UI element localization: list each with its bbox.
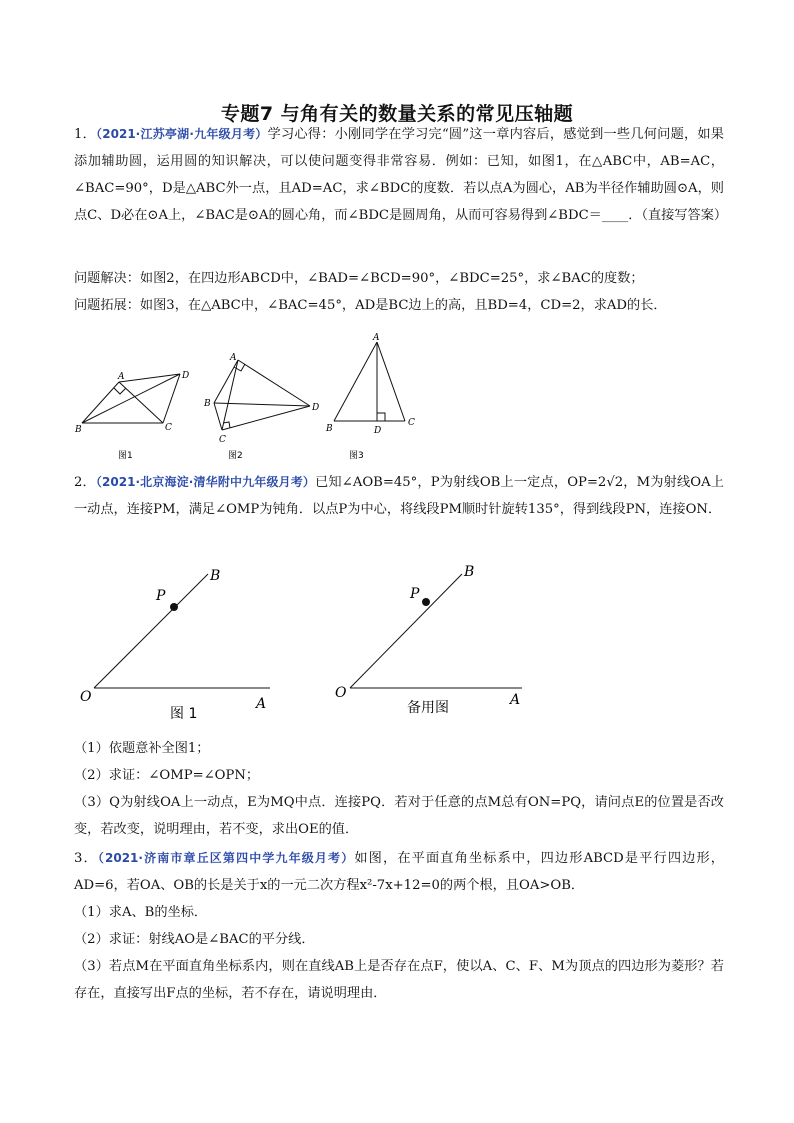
q2-fig2-ray-ob	[350, 574, 462, 688]
q2-fig1-label-b: B	[210, 568, 221, 584]
q3-number: 3．	[74, 851, 98, 866]
q2-figure-backup	[350, 574, 522, 688]
q2-fig2-point-p	[422, 598, 430, 606]
q2-fig1-caption: 图 1	[170, 706, 198, 722]
fig2-segment-cd	[222, 406, 310, 430]
q1-source: （2021·江苏亭湖·九年级月考）	[96, 127, 268, 141]
fig1-label-b: B	[75, 425, 82, 435]
fig2-label-b: B	[204, 399, 211, 409]
fig1-segment-ba	[82, 382, 119, 423]
fig2-segment-bc	[214, 403, 222, 430]
q1-figures	[70, 330, 430, 465]
q2-fig2-caption: 备用图	[407, 700, 449, 716]
q2-paragraph	[74, 469, 724, 523]
fig3-segment-ac	[377, 342, 405, 421]
q2-fig1-ray-ob	[94, 574, 208, 688]
fig2-right-angle-c	[223, 422, 230, 428]
q2-sub3: （3）Q为射线OA上一动点，E为MQ中点．连接PQ．若对于任意的点M总有ON=PQ，请问点E的位置是否改变，若改变，说明理由，若不变，求出OE的值．	[74, 795, 724, 837]
q2-source: （2021·北京海淀·清华附中九年级月考）	[95, 475, 316, 489]
q2-number: 2．	[74, 475, 96, 490]
q3-sub2: （2）求证：射线AO是∠BAC的平分线．	[74, 932, 315, 947]
q3-text: 如图，在平面直角坐标系中，四边形ABCD是平行四边形，AD=6，若OA、OB的长是关于x的一元二次方程x²-7x+12=0的两个根，且OA>OB．	[74, 851, 724, 893]
fig1-label-a: A	[118, 372, 125, 382]
fig2-segment-ab	[214, 360, 238, 403]
fig2-label-a: A	[230, 353, 237, 363]
fig3-caption: 图3	[349, 451, 364, 461]
fig1-label-d: D	[182, 371, 190, 381]
q2-figures	[70, 560, 540, 725]
fig3-segment-ab	[334, 342, 377, 421]
q1-extend: 问题拓展：如图3，在△ABC中，∠BAC=45°，AD是BC边上的高，且BD=4，CD=2，求AD的长．	[74, 298, 667, 313]
q3-sub1: （1）求A、B的坐标．	[74, 905, 208, 920]
q2-fig2-label-o: O	[335, 685, 347, 701]
fig2-segment-bd	[214, 403, 310, 406]
q2-text: 已知∠AOB=45°，P为射线OB上一定点，OP=2√2，M为射线OA上一动点，连接PM，满足∠OMP为钝角．以点P为中心，将线段PM顺时针旋转135°，得到线段PN，连接ON．	[74, 475, 724, 517]
q1-figure-3	[334, 342, 405, 421]
fig3-label-a: A	[373, 333, 380, 343]
q1-paragraph	[74, 121, 728, 229]
q2-fig1-label-o: O	[80, 689, 92, 705]
fig1-right-angle-mark	[114, 388, 126, 394]
q1-figure-2	[214, 360, 310, 430]
fig2-segment-ac	[222, 360, 238, 430]
q2-fig2-label-b: B	[464, 564, 475, 580]
q1-intro: 学习心得：小刚同学在学习完“圆”这一章内容后，感觉到一些几何问题，如果添加辅助圆，运用圆的知识解决，可以使问题变得非常容易．例如：已知，如图1，在△ABC中，AB=AC，∠BAC=90°，D是△ABC外一点，且AD=AC，求∠BDC的度数．若以点A为圆心，AB为半径作辅助圆⊙A，则点C、D必在⊙A上，∠BAC是⊙A的圆心角，而∠BDC是圆周角，从而可容易得到∠BDC＝____．（直接写答案）	[74, 127, 728, 223]
page-title: 专题7 与角有关的数量关系的常见压轴题	[220, 103, 574, 125]
q2-figure-1	[94, 574, 270, 688]
q1-problem: 问题解决：如图2，在四边形ABCD中，∠BAD=∠BCD=90°，∠BDC=25°，求∠BAC的度数；	[74, 271, 644, 286]
fig2-segment-ad	[238, 360, 310, 406]
q1-figure-1	[82, 374, 180, 423]
q2-sub2: （2）求证：∠OMP=∠OPN；	[74, 768, 260, 783]
fig3-label-d: D	[374, 426, 382, 436]
fig3-label-c: C	[408, 418, 415, 428]
fig2-caption: 图2	[228, 451, 243, 461]
fig3-label-b: B	[326, 424, 333, 434]
q2-sub1: （1）依题意补全图1；	[74, 741, 210, 756]
q2-fig1-label-a: A	[256, 696, 267, 712]
q3-sub3: （3）若点M在平面直角坐标系内，则在直线AB上是否存在点F，使以A、C、F、M为顶点的四边形为菱形？若存在，直接写出F点的坐标，若不存在，请说明理由．	[74, 959, 724, 1001]
q2-fig2-label-a: A	[510, 692, 521, 708]
q1-number: 1．	[74, 127, 97, 142]
q3-paragraph	[74, 845, 724, 899]
fig1-caption: 图1	[118, 451, 133, 461]
q3-source: （2021·济南市章丘区第四中学九年级月考）	[97, 851, 355, 865]
q2-fig1-label-p: P	[156, 588, 166, 604]
fig1-label-c: C	[165, 423, 172, 433]
fig3-right-angle-mark	[377, 413, 385, 421]
fig1-segment-ad	[119, 374, 180, 382]
fig2-label-d: D	[312, 403, 320, 413]
q2-fig2-label-p: P	[410, 586, 420, 602]
q2-fig1-point-p	[170, 603, 178, 611]
fig2-label-c: C	[219, 435, 226, 445]
